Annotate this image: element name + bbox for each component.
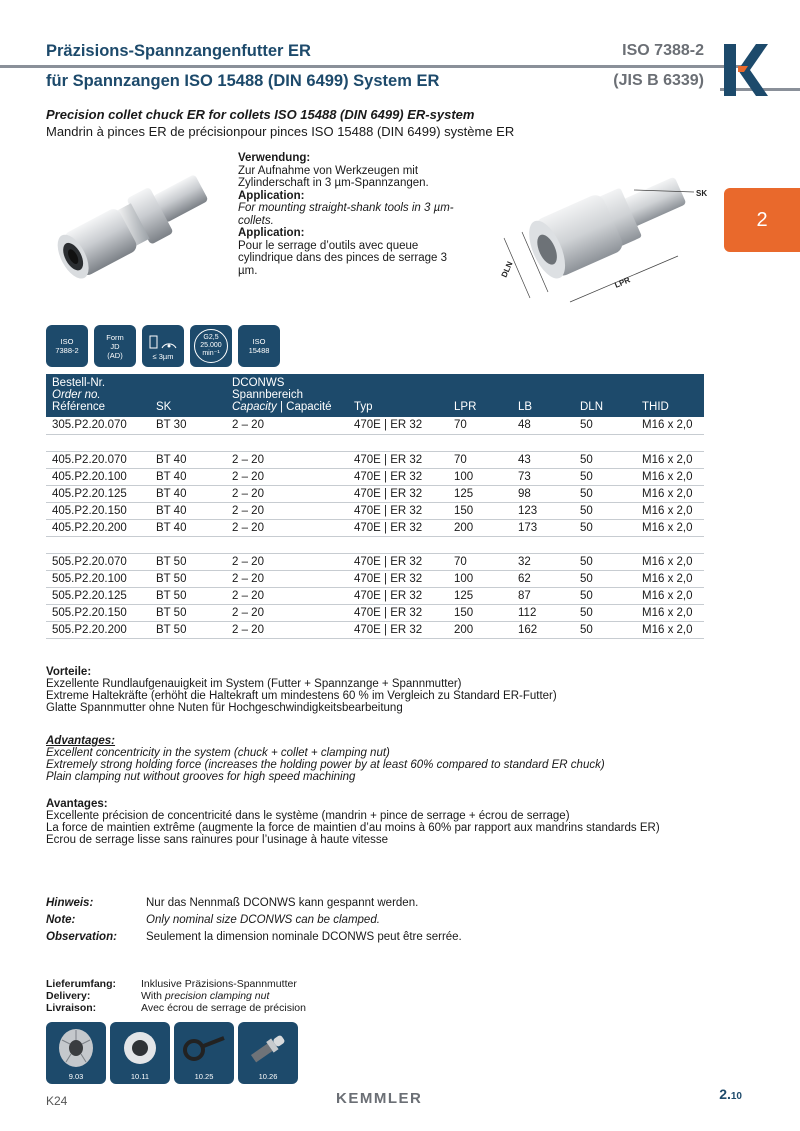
note-key: Note: <box>46 914 76 926</box>
collet-icon <box>52 1026 100 1070</box>
advantages-fr-label: Avantages: <box>46 798 108 810</box>
page-number-sub: 10 <box>730 1091 742 1102</box>
balance-ring-icon <box>194 329 228 363</box>
page-subtitle: für Spannzangen ISO 15488 (DIN 6499) System ER <box>46 72 440 90</box>
table-cell: 87 <box>512 587 574 604</box>
table-row <box>46 451 704 468</box>
table-cell: 405.P2.20.100 <box>46 468 150 485</box>
advantages-en-label: Advantages: <box>46 735 116 747</box>
table-cell: M16 x 2,0 <box>636 502 704 519</box>
table-cell: M16 x 2,0 <box>636 485 704 502</box>
header-dconws-de: Spannbereich <box>232 389 303 401</box>
col-header-lpr: LPR <box>448 374 512 417</box>
advantages-en <box>46 735 696 783</box>
table-cell: 505.P2.20.150 <box>46 604 150 621</box>
col-header-order <box>46 374 150 417</box>
table-cell: BT 40 <box>150 519 226 536</box>
subtitle-french: Mandrin à pinces ER de précisionpour pinces ISO 15488 (DIN 6499) système ER <box>46 124 515 139</box>
table-cell: 162 <box>512 621 574 638</box>
table-group-spacer <box>46 536 704 553</box>
page-number <box>719 1086 742 1102</box>
delivery-value: Inklusive Präzisions-Spannmutter <box>141 978 297 990</box>
list-item: Glatte Spannmutter ohne Nuten für Hochgeschwindigkeitsbearbeitung <box>46 702 403 714</box>
table-cell: 48 <box>512 417 574 434</box>
thumbnail-code: 10.11 <box>130 1072 150 1081</box>
delivery-key: Delivery: <box>46 990 91 1002</box>
table-row <box>46 621 704 638</box>
table-cell: BT 40 <box>150 485 226 502</box>
table-cell: 405.P2.20.125 <box>46 485 150 502</box>
table-row <box>46 502 704 519</box>
table-cell: 2 – 20 <box>226 519 348 536</box>
table-cell: M16 x 2,0 <box>636 621 704 638</box>
note-row <box>46 897 462 914</box>
list-item: Extreme Haltekräfte (erhöht die Haltekraft um mindestens 60 % im Vergleich zu Standard ER-Futter) <box>46 690 557 702</box>
header-order-en: Order no. <box>52 389 101 401</box>
header-separator: | <box>276 401 287 413</box>
table-cell: 405.P2.20.150 <box>46 502 150 519</box>
delivery-section <box>46 978 306 1014</box>
delivery-row <box>46 990 306 1002</box>
col-header-typ: Typ <box>348 374 448 417</box>
table-cell: 470E | ER 32 <box>348 451 448 468</box>
table-cell: 470E | ER 32 <box>348 587 448 604</box>
header-dconws-en-fr <box>232 401 342 413</box>
table-cell <box>150 434 226 451</box>
notes-section <box>46 897 462 948</box>
page-title: Präzisions-Spannzangenfutter ER <box>46 42 311 60</box>
table-cell: 2 – 20 <box>226 553 348 570</box>
table-cell: 73 <box>512 468 574 485</box>
table-group-spacer <box>46 434 704 451</box>
table-cell: BT 40 <box>150 502 226 519</box>
iso-standard: ISO 7388-2 <box>622 42 704 59</box>
table-cell <box>574 536 636 553</box>
table-cell: BT 50 <box>150 570 226 587</box>
table-cell: BT 40 <box>150 451 226 468</box>
thumbnail-code: 9.03 <box>68 1072 84 1081</box>
table-cell: 50 <box>574 417 636 434</box>
table-row <box>46 553 704 570</box>
drawing-label-dln: DLN <box>499 260 515 279</box>
table-cell: 2 – 20 <box>226 502 348 519</box>
table-cell: 70 <box>448 553 512 570</box>
icon-line: (AD) <box>107 350 123 360</box>
usage-text-fr: Pour le serrage d’outils avec queue cylindrique dans des pinces de serrage 3 µm. <box>238 239 448 277</box>
list-item: Plain clamping nut without grooves for high speed machining <box>46 771 356 783</box>
table-cell: 470E | ER 32 <box>348 485 448 502</box>
delivery-row <box>46 1002 306 1014</box>
col-header-sk: SK <box>150 374 226 417</box>
runout-gauge-icon <box>148 332 178 352</box>
usage-label-fr: Application: <box>238 227 305 239</box>
table-cell: 123 <box>512 502 574 519</box>
list-item: Exzellente Rundlaufgenauigkeit im System (Futter + Spannzange + Spannmutter) <box>46 678 462 690</box>
header-dconws-en: Capacity <box>232 401 277 413</box>
table-cell: 112 <box>512 604 574 621</box>
table-cell: M16 x 2,0 <box>636 604 704 621</box>
table-cell: 98 <box>512 485 574 502</box>
kemmler-k-logo <box>722 44 768 96</box>
usage-text-en: For mounting straight-shank tools in 3 µm-collets. <box>238 202 454 227</box>
form-jd-icon <box>94 325 136 367</box>
table-cell: BT 50 <box>150 621 226 638</box>
iso-7388-icon <box>46 325 88 367</box>
table-cell: 62 <box>512 570 574 587</box>
drawing-label-sk: SK <box>696 189 708 198</box>
table-cell <box>448 536 512 553</box>
table-cell: 173 <box>512 519 574 536</box>
table-cell <box>512 434 574 451</box>
delivery-value-prefix: With <box>141 990 165 1002</box>
usage-text-de: Zur Aufnahme von Werkzeugen mit Zylinderschaft in 3 µm-Spannzangen. <box>238 164 429 189</box>
delivery-key: Lieferumfang: <box>46 978 117 990</box>
table-row <box>46 519 704 536</box>
table-cell: 50 <box>574 621 636 638</box>
table-cell: 2 – 20 <box>226 451 348 468</box>
icon-line: ≤ 3µm <box>152 351 174 361</box>
technical-drawing <box>484 152 712 312</box>
table-cell: 405.P2.20.070 <box>46 451 150 468</box>
advantages-fr <box>46 798 696 846</box>
table-cell: BT 50 <box>150 587 226 604</box>
icon-line: ISO <box>60 337 74 346</box>
table-cell: M16 x 2,0 <box>636 451 704 468</box>
table-cell <box>574 434 636 451</box>
advantages-de-label: Vorteile: <box>46 666 92 678</box>
pull-stud-thumbnail[interactable] <box>238 1022 298 1084</box>
icon-line: JD <box>110 341 120 351</box>
table-cell: 2 – 20 <box>226 604 348 621</box>
table-cell: 43 <box>512 451 574 468</box>
delivery-value: Avec écrou de serrage de précision <box>141 1002 306 1014</box>
table-cell: 50 <box>574 468 636 485</box>
table-cell: 32 <box>512 553 574 570</box>
table-cell: BT 50 <box>150 553 226 570</box>
thumbnail-code: 10.26 <box>258 1072 278 1081</box>
col-header-dln: DLN <box>574 374 636 417</box>
table-cell: 2 – 20 <box>226 621 348 638</box>
product-photo <box>46 150 226 310</box>
col-header-thid: THID <box>636 374 704 417</box>
note-key: Hinweis: <box>46 897 94 909</box>
footer-catalog-code: K24 <box>46 1094 68 1108</box>
list-item: Excellente précision de concentricité dans le système (mandrin + pince de serrage + écrou de serrage) <box>46 810 570 822</box>
usage-label-de: Verwendung: <box>238 152 311 164</box>
icon-line: 25.000 <box>200 342 222 349</box>
table-row <box>46 417 704 434</box>
advantages-de <box>46 666 696 714</box>
table-cell: 200 <box>448 519 512 536</box>
table-cell <box>348 536 448 553</box>
footer-brand: KEMMLER <box>336 1090 423 1107</box>
subtitle-english: Precision collet chuck ER for collets ISO 15488 (DIN 6499) ER-system <box>46 107 475 122</box>
header-order-fr: Référence <box>52 401 106 413</box>
table-cell <box>226 536 348 553</box>
note-row <box>46 931 462 948</box>
header-order-de: Bestell-Nr. <box>52 377 106 389</box>
table-cell: 405.P2.20.200 <box>46 519 150 536</box>
table-cell: 50 <box>574 553 636 570</box>
table-cell: 2 – 20 <box>226 570 348 587</box>
list-item: Ecrou de serrage lisse sans rainures pour l’usinage à haute vitesse <box>46 834 388 846</box>
table-row <box>46 468 704 485</box>
header-dconws-fr: Capacité <box>286 401 332 413</box>
table-cell: 70 <box>448 451 512 468</box>
note-row <box>46 914 462 931</box>
table-row <box>46 587 704 604</box>
table-row <box>46 570 704 587</box>
table-cell: M16 x 2,0 <box>636 587 704 604</box>
table-cell: 50 <box>574 604 636 621</box>
table-row <box>46 485 704 502</box>
table-cell: 470E | ER 32 <box>348 604 448 621</box>
jis-standard: (JIS B 6339) <box>613 72 704 89</box>
table-cell: 2 – 20 <box>226 485 348 502</box>
icon-line: ISO <box>252 337 266 346</box>
table-cell: 200 <box>448 621 512 638</box>
usage-label-en: Application: <box>238 189 305 202</box>
pull-stud-icon <box>244 1026 292 1070</box>
list-item: La force de maintien extrême (augmente la force de maintien d’au moins à 60% par rapport aux mandrins standards ER) <box>46 822 660 834</box>
table-cell: 470E | ER 32 <box>348 502 448 519</box>
table-cell: 470E | ER 32 <box>348 621 448 638</box>
note-value: Only nominal size DCONWS can be clamped. <box>146 914 380 926</box>
table-cell: M16 x 2,0 <box>636 519 704 536</box>
table-header-row <box>46 374 704 417</box>
table-cell <box>348 434 448 451</box>
table-cell: 50 <box>574 485 636 502</box>
table-cell: 505.P2.20.070 <box>46 553 150 570</box>
table-cell: 505.P2.20.200 <box>46 621 150 638</box>
table-cell: 50 <box>574 570 636 587</box>
table-cell: 50 <box>574 451 636 468</box>
table-cell <box>636 434 704 451</box>
icon-line: min⁻¹ <box>202 350 220 357</box>
table-cell: 100 <box>448 468 512 485</box>
table-cell: 470E | ER 32 <box>348 468 448 485</box>
iso-15488-icon <box>238 325 280 367</box>
icon-line: Form <box>106 332 124 342</box>
runout-icon <box>142 325 184 367</box>
collet-thumbnail[interactable] <box>46 1022 106 1084</box>
thumbnail-code: 10.25 <box>194 1072 214 1081</box>
table-cell <box>448 434 512 451</box>
icon-line: 15488 <box>248 346 270 355</box>
note-value: Nur das Nennmaß DCONWS kann gespannt werden. <box>146 897 419 909</box>
table-cell: 470E | ER 32 <box>348 553 448 570</box>
table-cell: 505.P2.20.125 <box>46 587 150 604</box>
table-cell: BT 50 <box>150 604 226 621</box>
chapter-tab[interactable]: 2 <box>724 188 800 252</box>
table-cell: 2 – 20 <box>226 417 348 434</box>
note-key: Observation: <box>46 931 117 943</box>
feature-icons <box>46 325 280 367</box>
col-header-lb: LB <box>512 374 574 417</box>
wrench-thumbnail[interactable] <box>174 1022 234 1084</box>
table-cell: 50 <box>574 587 636 604</box>
table-cell: 150 <box>448 502 512 519</box>
clamping-nut-icon <box>116 1026 164 1070</box>
balance-icon <box>190 325 232 367</box>
table-body <box>46 417 704 638</box>
delivery-value <box>141 990 269 1002</box>
table-cell: 150 <box>448 604 512 621</box>
table-cell: 125 <box>448 485 512 502</box>
table-cell: 70 <box>448 417 512 434</box>
header-divider <box>0 65 742 68</box>
table-row <box>46 604 704 621</box>
table-cell: 50 <box>574 519 636 536</box>
table-cell <box>226 434 348 451</box>
drawing-label-lpr: LPR <box>613 275 632 290</box>
wrench-icon <box>180 1026 228 1070</box>
note-value: Seulement la dimension nominale DCONWS peut être serrée. <box>146 931 462 943</box>
table-cell <box>46 536 150 553</box>
list-item: Excellent concentricity in the system (chuck + collet + clamping nut) <box>46 747 390 759</box>
table-cell: M16 x 2,0 <box>636 570 704 587</box>
clamping-nut-thumbnail[interactable] <box>110 1022 170 1084</box>
specification-table <box>46 374 704 639</box>
icon-line: G2,5 <box>203 334 219 341</box>
table-cell: M16 x 2,0 <box>636 468 704 485</box>
delivery-row <box>46 978 306 990</box>
table-cell <box>512 536 574 553</box>
header-dconws: DCONWS <box>232 377 285 389</box>
table-cell: 505.P2.20.100 <box>46 570 150 587</box>
delivery-key: Livraison: <box>46 1002 97 1014</box>
icon-line: 7388-2 <box>55 346 79 355</box>
table-cell: 50 <box>574 502 636 519</box>
table-cell <box>636 536 704 553</box>
table-cell: 100 <box>448 570 512 587</box>
table-cell: BT 40 <box>150 468 226 485</box>
table-cell: M16 x 2,0 <box>636 417 704 434</box>
usage-description <box>238 152 468 277</box>
table-cell <box>46 434 150 451</box>
table-cell: 470E | ER 32 <box>348 417 448 434</box>
page-number-main: 2. <box>719 1086 731 1102</box>
table-cell: 125 <box>448 587 512 604</box>
table-cell: 2 – 20 <box>226 468 348 485</box>
table-cell: 470E | ER 32 <box>348 519 448 536</box>
table-cell: 2 – 20 <box>226 587 348 604</box>
list-item: Extremely strong holding force (increases the holding power by at least 60% compared to standard ER chuck) <box>46 759 605 771</box>
delivery-value-italic: precision clamping nut <box>164 990 270 1002</box>
table-cell: BT 30 <box>150 417 226 434</box>
table-cell: M16 x 2,0 <box>636 553 704 570</box>
table-cell: 305.P2.20.070 <box>46 417 150 434</box>
table-cell: 470E | ER 32 <box>348 570 448 587</box>
table-cell <box>150 536 226 553</box>
col-header-dconws <box>226 374 348 417</box>
